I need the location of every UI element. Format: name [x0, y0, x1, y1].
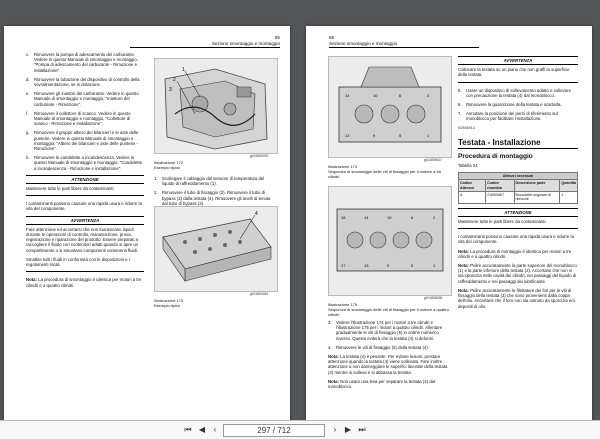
page-number-input[interactable] [223, 424, 325, 437]
svg-text:5: 5 [399, 133, 402, 138]
step-text: Rimuovere il tubo di fissaggio (2). Rimuovere il tubo di bypass (3) dalla testata (4). Rimuovere gli anelli di tenuta dal tubo di bypass (3). [162, 190, 271, 206]
step-number: 3. [328, 320, 332, 325]
total-pages: 712 [277, 426, 291, 435]
note-heavy: Nota: La testata (4) è pesante. Per evitare lesioni, prestare attenzione quando la testata (4) viene sollevata. Fare inoltre attenzione a non danneggiare le superfici lavorate della testata (4) mentre si solleva e si abbassa la testata. [328, 354, 448, 375]
step-text: Rimuovere il collettore di scarico. Vedere in questo Manuale di smontaggio e montaggio, "Collettore di scarico - Rimozione e installazione". [34, 110, 131, 127]
cylinder-head-illustration-173 [154, 206, 278, 292]
caution-title-right: ATTENZIONE [458, 208, 578, 217]
list-item [328, 345, 450, 350]
note-clean: Nota: Pulire accuratamente la parte superiore del monoblocco (1) e la parte inferiore della testata (2). Accertarsi che non vi sia sporcizia nelle cavità dei cilindri, nei passaggi del liquido di raffreddamento e nei passaggi dei lubrificante. [458, 263, 577, 284]
table-cell: A [459, 192, 486, 204]
caution-text-right: Mantenere tutte le parti libere da contaminanti. [458, 219, 547, 225]
step-text: Rimuovere la tubazione del dispositivo di controllo della sovralimentazione, se in dotazione. [34, 76, 140, 88]
left-page [4, 26, 290, 420]
warning-body-right: Collocare la testata su un piano che non graffi la superficie della testata. [458, 67, 570, 78]
right-page-header-title: Sezione smontaggio e montaggio [329, 40, 398, 46]
end-id: i02656914 [458, 125, 475, 130]
svg-text:9: 9 [387, 263, 390, 268]
svg-text:6: 6 [411, 215, 414, 220]
table-cell: 2169098/7 [486, 192, 514, 204]
svg-text:17: 17 [341, 263, 346, 268]
step-text: Usare un dispositivo di sollevamento adatto e sollevare con precauzione la testata (4) dal monoblocco. [466, 87, 571, 98]
list-item [458, 88, 578, 98]
step-text: Scollegare il cablaggio dal sensore di temperatura del liquido di raffreddamento (1). [162, 176, 265, 187]
svg-text:1: 1 [427, 133, 430, 138]
step-number: f. [26, 110, 29, 116]
tools-table-title: Attrezzi necessari [459, 172, 578, 179]
step-text: Rimuovere il gruppo albero dei bilancieri e le aste delle punterie. Vedere in questo Manuale di smontaggio e montaggio, "Albero dei bilancieri e aste delle punterie - Rimozione". [34, 130, 139, 152]
list-item [26, 130, 144, 151]
svg-text:2: 2 [173, 77, 176, 83]
next-page-icon[interactable]: ▶ [344, 425, 352, 434]
caution-body: I contaminanti possono causare una rapida usura e ridurre la vita del componente. [26, 201, 142, 212]
figure-175-caption: Illustrazione 175 Sequenza di smontaggio delle viti di fissaggio per il motore a quattro cilindri [328, 302, 449, 317]
list-item [26, 155, 144, 171]
bolt-sequence-illustration-174 [328, 56, 452, 158]
engine-illustration-172 [154, 58, 278, 154]
next-arrow-icon[interactable]: › [333, 425, 337, 434]
right-page-number: 86 [329, 35, 335, 40]
note-threads: Nota: Pulire accuratamente le filettature dei fori per le viti di fissaggio della testata (3) che sono provenienti dalla coppa dell'olio. Accertarsi che il foro non sia ostruito da sporcizia e/o depositi di olio. [458, 287, 575, 309]
left-page-number: 85 [274, 35, 280, 40]
step-text: Vedere l'illustrazione 174 per i motori a tre cilindri e l'illustrazione 175 per i motori a quattro cilindri. Allentare gradualmente le viti di fissaggio (5) in ordine numerico inverso. Questo eviterà che la testata (4) si deformi. [336, 320, 443, 341]
step-number: 2. [154, 190, 158, 196]
svg-text:14: 14 [364, 215, 369, 220]
svg-text:1: 1 [433, 263, 436, 268]
svg-text:13: 13 [345, 133, 350, 138]
previous-page-icon[interactable]: ◀ [198, 425, 206, 434]
step-number: 1. [154, 176, 158, 181]
list-item [154, 190, 276, 206]
left-column-1 [26, 52, 144, 292]
previous-arrow-icon[interactable]: ‹ [213, 425, 217, 434]
list-item [328, 320, 450, 341]
svg-text:14: 14 [345, 93, 350, 98]
step-number: 6. [458, 102, 462, 108]
note-lever: Nota: Non usare una leva per separare la testata (4) dal monoblocco. [328, 378, 436, 390]
note-text: La procedura di smontaggio è identica per motori a tre cilindri e a quattro cilindri. [26, 277, 142, 288]
left-page-header-title: Sezione smontaggio e montaggio [211, 40, 280, 46]
current-page[interactable]: 297 [257, 426, 271, 435]
list-item [26, 77, 144, 87]
left-page-header [130, 35, 280, 48]
page-separator: / [272, 426, 276, 435]
warning-title-right: AVVERTENZA [458, 56, 578, 65]
svg-text:2: 2 [427, 93, 430, 98]
right-page [306, 26, 592, 420]
svg-text:9: 9 [373, 133, 376, 138]
step-text: Annotare la posizione dei perni di riferimento sul monoblocco per facilitare l'installazione. [466, 111, 558, 122]
svg-text:6: 6 [399, 93, 402, 98]
step-number: 4. [328, 344, 332, 350]
svg-text:10: 10 [387, 215, 392, 220]
step-number: c. [26, 52, 30, 57]
tools-table-header: Quantità [560, 180, 578, 192]
warning-body-2: Smaltire tutti i fluidi in conformità con le disposizioni e i regolamenti locali. [26, 256, 130, 268]
list-item [458, 111, 578, 121]
tools-table-header: Descrizione parte [514, 180, 560, 192]
figure-172-id: g01659495 [250, 154, 268, 158]
list-item [458, 102, 578, 107]
list-item [26, 91, 144, 107]
step-number: 5. [458, 87, 462, 93]
step-number: h. [26, 155, 30, 161]
right-column-1-bottom [328, 320, 450, 393]
step-number: g. [26, 130, 30, 136]
caution-body-right: I contaminanti possono causare una rapida usura e ridurre la vita del componente. [458, 234, 574, 245]
last-page-icon[interactable]: ⏭ [358, 425, 366, 434]
svg-text:10: 10 [373, 93, 378, 98]
note-label: Nota: [26, 277, 37, 283]
svg-text:4: 4 [255, 211, 258, 217]
table-label: Tabella 24 [458, 162, 478, 168]
figure-173-id: g01659484 [250, 292, 268, 296]
figure-173-caption: Illustrazione 173 Esempio tipico [154, 298, 184, 308]
warning-title: AVVERTENZA [26, 216, 144, 225]
note [26, 277, 144, 287]
tools-table [458, 172, 578, 204]
step-text: Rimuovere gli iniettori del carburante. Vedere in questo Manuale di smontaggio e montaggio, "Iniettore del carburante - Rimozione". [34, 91, 139, 107]
step-number: d. [26, 76, 30, 82]
figure-174-caption: Illustrazione 174 Sequenza di smontaggio delle viti di fissaggio per il motore a tre cilindri [328, 164, 442, 179]
sub-title: Procedura di montaggio [458, 152, 533, 160]
svg-text:5: 5 [411, 263, 414, 268]
list-item [26, 52, 144, 73]
svg-text:3: 3 [169, 87, 172, 93]
step-text: Rimuovere la guarnizione della testata e scartarla. [466, 102, 562, 108]
table-cell: Boccolette sngolare di rilevcole [514, 192, 560, 204]
svg-text:13: 13 [364, 263, 369, 268]
step-text: Rimuovere le viti di fissaggio (5) della testata (4). [336, 344, 429, 350]
right-column-2 [458, 52, 578, 313]
step-number: e. [26, 91, 30, 97]
section-title: Testata - Installazione [458, 138, 578, 149]
step-text: Rimuovere le candelette a incandescenza. Vedere in questo Manuale di smontaggio e montaggio, "Candelette a incandescenza - Rimozione e installazione". [34, 155, 143, 171]
list-item [154, 176, 276, 186]
figure-174-id: g01659637 [424, 158, 442, 162]
right-page-header [329, 35, 479, 48]
table-cell: 1 [560, 192, 578, 204]
warning-body: Fare attenzione ed accertarsi che non fuoriescano liquidi durante le operazioni di controllo, manutenzione, prova, registrazione e riparazione del prodotto. Essere preparati a raccogliere il fluido con contenitori adatti quando si apre un compartimento o si smontano componenti contenenti fluidi. [26, 226, 139, 253]
figure-172-caption: Illustrazione 172 Esempio tipico [154, 160, 184, 170]
list-item [26, 111, 144, 127]
viewer-toolbar [0, 420, 600, 439]
figure-175-id: g01659638 [424, 296, 442, 300]
caution-title: ATTENZIONE [26, 175, 144, 184]
note-identical: Nota: La procedura di montaggio è identica per motori a tre cilindri e a quattro cilindri. [458, 248, 572, 259]
first-page-icon[interactable]: ⏮ [184, 425, 192, 434]
svg-text:1: 1 [182, 67, 185, 73]
left-column-2 [154, 176, 276, 210]
bolt-sequence-illustration-175 [328, 186, 452, 296]
caution-text: Mantenere tutte le parti libere da contaminanti. [26, 186, 115, 192]
step-number: 7. [458, 111, 462, 117]
tools-table-header: Codice ricambio [486, 180, 514, 192]
step-text: Rimuovere la pompa di adescamento del carburante. Vedere in questo Manuale di smontaggio e montaggio, "Pompa di adescamento del carburante - Rimozione e installazione". [34, 52, 138, 73]
svg-text:18: 18 [341, 215, 346, 220]
table-row [459, 192, 578, 204]
tools-table-header: Codice Attrezzo [459, 180, 486, 192]
svg-text:2: 2 [433, 215, 436, 220]
